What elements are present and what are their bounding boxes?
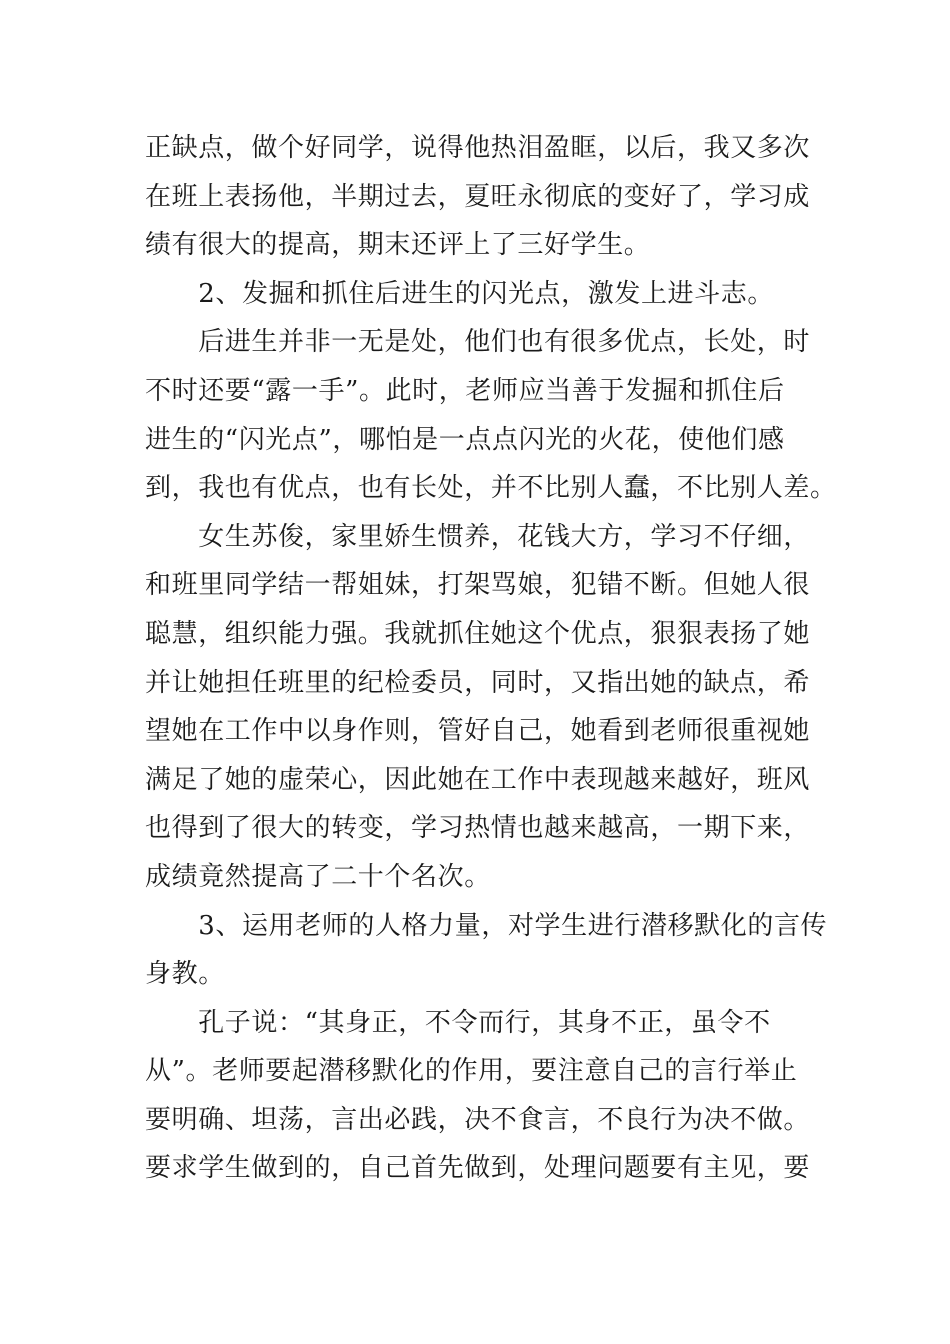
- text-line: 并让她担任班里的纪检委员，同时，又指出她的缺点，希: [145, 667, 811, 698]
- text-line: 要求学生做到的，自己首先做到，处理问题要有主见，要: [145, 1153, 811, 1184]
- text-line: 和班里同学结一帮姐妹，打架骂娘，犯错不断。但她人很: [145, 570, 811, 601]
- text-line: 后进生并非一无是处，他们也有很多优点，长处，时: [145, 327, 811, 358]
- text-line: 要明确、坦荡，言出必践，决不食言，不良行为决不做。: [145, 1104, 811, 1135]
- text-line: 成绩竟然提高了二十个名次。: [145, 861, 491, 892]
- section-heading-2: 2、发掘和抓住后进生的闪光点，激发上进斗志。: [145, 278, 774, 309]
- text-line: 到，我也有优点，也有长处，并不比别人蠢，不比别人差。: [145, 473, 837, 504]
- text-line: 满足了她的虚荣心，因此她在工作中表现越来越好，班风: [145, 764, 811, 795]
- text-line: 孔子说：“其身正，不令而行，其身不正，虽令不: [145, 1007, 771, 1038]
- text-line: 身教。: [145, 959, 225, 990]
- text-line: 在班上表扬他，半期过去，夏旺永彻底的变好了，学习成: [145, 181, 811, 212]
- text-line: 绩有很大的提高，期末还评上了三好学生。: [145, 230, 651, 261]
- text-line: 女生苏俊，家里娇生惯养，花钱大方，学习不仔细，: [145, 521, 811, 552]
- section-heading-3: 3、运用老师的人格力量，对学生进行潜移默化的言传: [145, 910, 828, 941]
- text-line: 进生的“闪光点”，哪怕是一点点闪光的火花，使他们感: [145, 424, 785, 455]
- text-line: 正缺点，做个好同学，说得他热泪盈眶，以后，我又多次: [145, 133, 811, 163]
- body-text: [145, 124, 837, 1193]
- text-line: 不时还要“露一手”。此时，老师应当善于发掘和抓住后: [145, 375, 785, 406]
- text-line: 也得到了很大的转变，学习热情也越来越高，一期下来，: [145, 813, 811, 844]
- text-line: 望她在工作中以身作则，管好自己，她看到老师很重视她: [145, 716, 811, 747]
- text-line: 聪慧，组织能力强。我就抓住她这个优点，狠狠表扬了她: [145, 618, 811, 649]
- text-line: 从”。老师要起潜移默化的作用，要注意自己的言行举止: [145, 1056, 798, 1087]
